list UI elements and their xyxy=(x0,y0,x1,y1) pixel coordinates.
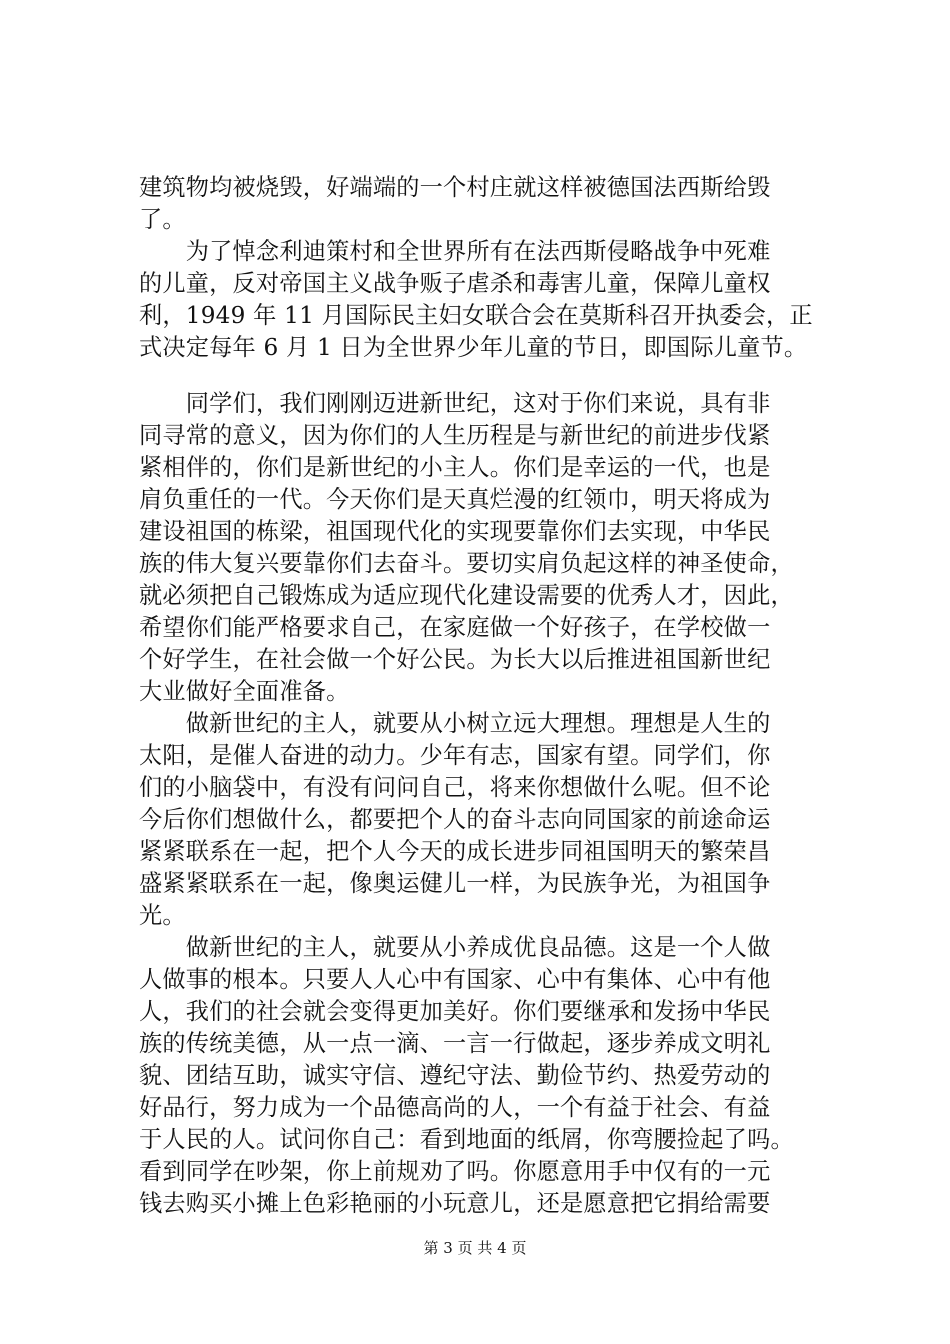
text-line: 希望你们能严格要求自己，在家庭做一个好孩子，在学校做一 xyxy=(139,614,771,641)
text-line: 同学们，我们刚刚迈进新世纪，这对于你们来说，具有非 xyxy=(139,390,771,417)
paragraph xyxy=(139,932,829,1220)
text-line: 紧紧联系在一起，把个人今天的成长进步同祖国明天的繁荣昌 xyxy=(139,838,771,865)
page-footer: 第 3 页 共 4 页 xyxy=(423,1239,527,1257)
text-line: 族的伟大复兴要靠你们去奋斗。要切实肩负起这样的神圣使命， xyxy=(139,550,794,577)
document-body xyxy=(139,172,829,1220)
text-line: 光。 xyxy=(139,902,186,929)
text-line: 貌、团结互助，诚实守信、遵纪守法、勤俭节约、热爱劳动的 xyxy=(139,1062,771,1089)
text-line: 建筑物均被烧毁，好端端的一个村庄就这样被德国法西斯给毁 xyxy=(139,174,771,201)
paragraph xyxy=(139,172,829,236)
text-line: 为了悼念利迪策村和全世界所有在法西斯侵略战争中死难 xyxy=(139,238,771,265)
paragraph xyxy=(139,236,829,364)
paragraph xyxy=(139,708,829,932)
text-line: 盛紧紧联系在一起，像奥运健儿一样，为民族争光，为祖国争 xyxy=(139,870,771,897)
text-line: 紧相伴的，你们是新世纪的小主人。你们是幸运的一代，也是 xyxy=(139,454,771,481)
text-line: 式决定每年 6 月 1 日为全世界少年儿童的节日，即国际儿童节。 xyxy=(139,334,808,361)
text-line: 太阳，是催人奋进的动力。少年有志，国家有望。同学们，你 xyxy=(139,742,771,769)
text-line: 今后你们想做什么，都要把个人的奋斗志向同国家的前途命运 xyxy=(139,806,771,833)
text-line: 就必须把自己锻炼成为适应现代化建设需要的优秀人才，因此， xyxy=(139,582,794,609)
text-line: 的儿童，反对帝国主义战争贩子虐杀和毒害儿童，保障儿童权 xyxy=(139,270,771,297)
text-line: 了。 xyxy=(139,206,186,233)
text-line: 人做事的根本。只要人人心中有国家、心中有集体、心中有他 xyxy=(139,966,771,993)
paragraph xyxy=(139,388,829,708)
text-line: 建设祖国的栋梁，祖国现代化的实现要靠你们去实现，中华民 xyxy=(139,518,771,545)
text-line: 大业做好全面准备。 xyxy=(139,678,350,705)
text-line: 人，我们的社会就会变得更加美好。你们要继承和发扬中华民 xyxy=(139,998,771,1025)
text-line: 个好学生，在社会做一个好公民。为长大以后推进祖国新世纪 xyxy=(139,646,771,673)
paragraph-spacer xyxy=(139,364,829,388)
text-line: 钱去购买小摊上色彩艳丽的小玩意儿，还是愿意把它捐给需要 xyxy=(139,1190,771,1217)
text-line: 看到同学在吵架，你上前规劝了吗。你愿意用手中仅有的一元 xyxy=(139,1158,771,1185)
text-line: 们的小脑袋中，有没有问问自己，将来你想做什么呢。但不论 xyxy=(139,774,771,801)
text-line: 同寻常的意义，因为你们的人生历程是与新世纪的前进步伐紧 xyxy=(139,422,771,449)
text-line: 肩负重任的一代。今天你们是天真烂漫的红领巾，明天将成为 xyxy=(139,486,771,513)
text-line: 做新世纪的主人，就要从小树立远大理想。理想是人生的 xyxy=(139,710,771,737)
text-line: 做新世纪的主人，就要从小养成优良品德。这是一个人做 xyxy=(139,934,771,961)
text-line: 族的传统美德，从一点一滴、一言一行做起，逐步养成文明礼 xyxy=(139,1030,771,1057)
text-line: 好品行，努力成为一个品德高尚的人，一个有益于社会、有益 xyxy=(139,1094,771,1121)
text-line: 于人民的人。试问你自己：看到地面的纸屑，你弯腰捡起了吗。 xyxy=(139,1126,794,1153)
text-line: 利，1949 年 11 月国际民主妇女联合会在莫斯科召开执委会，正 xyxy=(139,302,813,329)
